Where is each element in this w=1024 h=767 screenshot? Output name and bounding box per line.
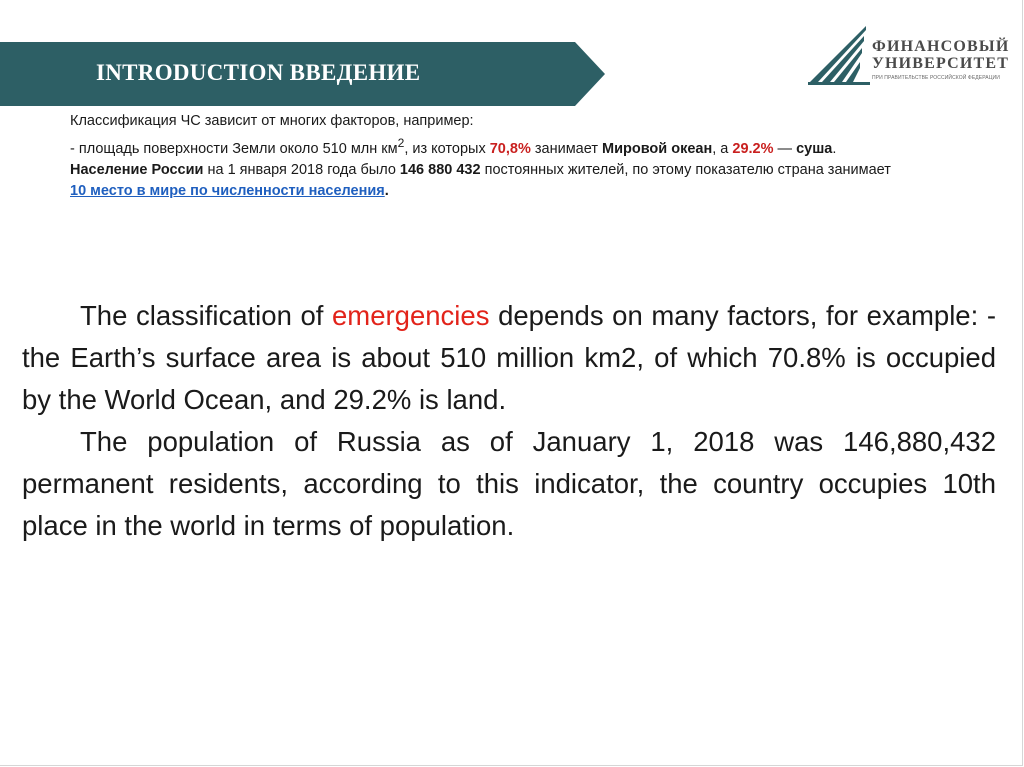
emergencies-term: emergencies <box>332 300 490 331</box>
ru-p2-text-b: , из которых <box>404 140 490 157</box>
english-text-block <box>22 295 996 547</box>
en-paragraph-1 <box>22 295 996 421</box>
en-paragraph-2: The population of Russia as of January 1, 2018 was 146,880,432 permanent residents, according to this indicator, the country occupies 10th place in the world in terms of population. <box>22 426 996 541</box>
russian-text-block <box>22 111 995 203</box>
en-p1-text-b: depends on many factors, for example: - the Earth’s surface area is about 510 million km2, of which 70.8% is occupied by the World Ocean, and 29.2% is land. <box>22 300 996 415</box>
ru-p2-text-f: . <box>832 140 837 157</box>
logo-text-line1: ФИНАНСОВЫЙ <box>872 38 1010 55</box>
logo-text-line2: УНИВЕРСИТЕТ <box>872 55 1010 72</box>
russia-population-term: Население России <box>70 161 204 178</box>
ru-p3-text-b: на 1 января 2018 года было <box>203 161 400 178</box>
ru-p1-text: Классификация ЧС зависит от многих факторов, например: <box>70 113 474 129</box>
ru-p3-text-c: постоянных жителей, по этому показателю страна занимает <box>480 161 891 178</box>
population-number: 146 880 432 <box>399 161 481 178</box>
en-p1-text-a: The classification of <box>80 300 333 331</box>
ru-p4-period: . <box>384 183 389 200</box>
ru-p2-text-d: , а <box>712 140 733 157</box>
population-rank-link[interactable]: 10 место в мире по численности населения <box>70 183 385 200</box>
logo-text-line3: ПРИ ПРАВИТЕЛЬСТВЕ РОССИЙСКОЙ ФЕДЕРАЦИИ <box>872 75 1000 81</box>
ru-p2-superscript: 2 <box>397 135 405 150</box>
ru-paragraph-1 <box>22 111 995 133</box>
ru-p2-text-a: - площадь поверхности Земли около 510 млн км <box>70 140 398 157</box>
world-ocean-term: Мировой океан <box>602 140 713 157</box>
land-percent: 29.2% <box>732 140 774 157</box>
ru-p2-text-c: занимает <box>530 140 602 157</box>
ru-paragraph-2 <box>22 133 995 160</box>
land-term: суша <box>796 140 833 157</box>
ru-p2-text-e: — <box>773 140 793 157</box>
ocean-percent: 70,8% <box>489 140 531 157</box>
university-logo <box>808 22 1008 88</box>
page-title: INTRODUCTION ВВЕДЕНИЕ <box>96 60 421 85</box>
ru-paragraph-3 <box>22 160 995 182</box>
university-logo-icon <box>808 22 870 88</box>
ru-paragraph-4 <box>22 181 995 203</box>
